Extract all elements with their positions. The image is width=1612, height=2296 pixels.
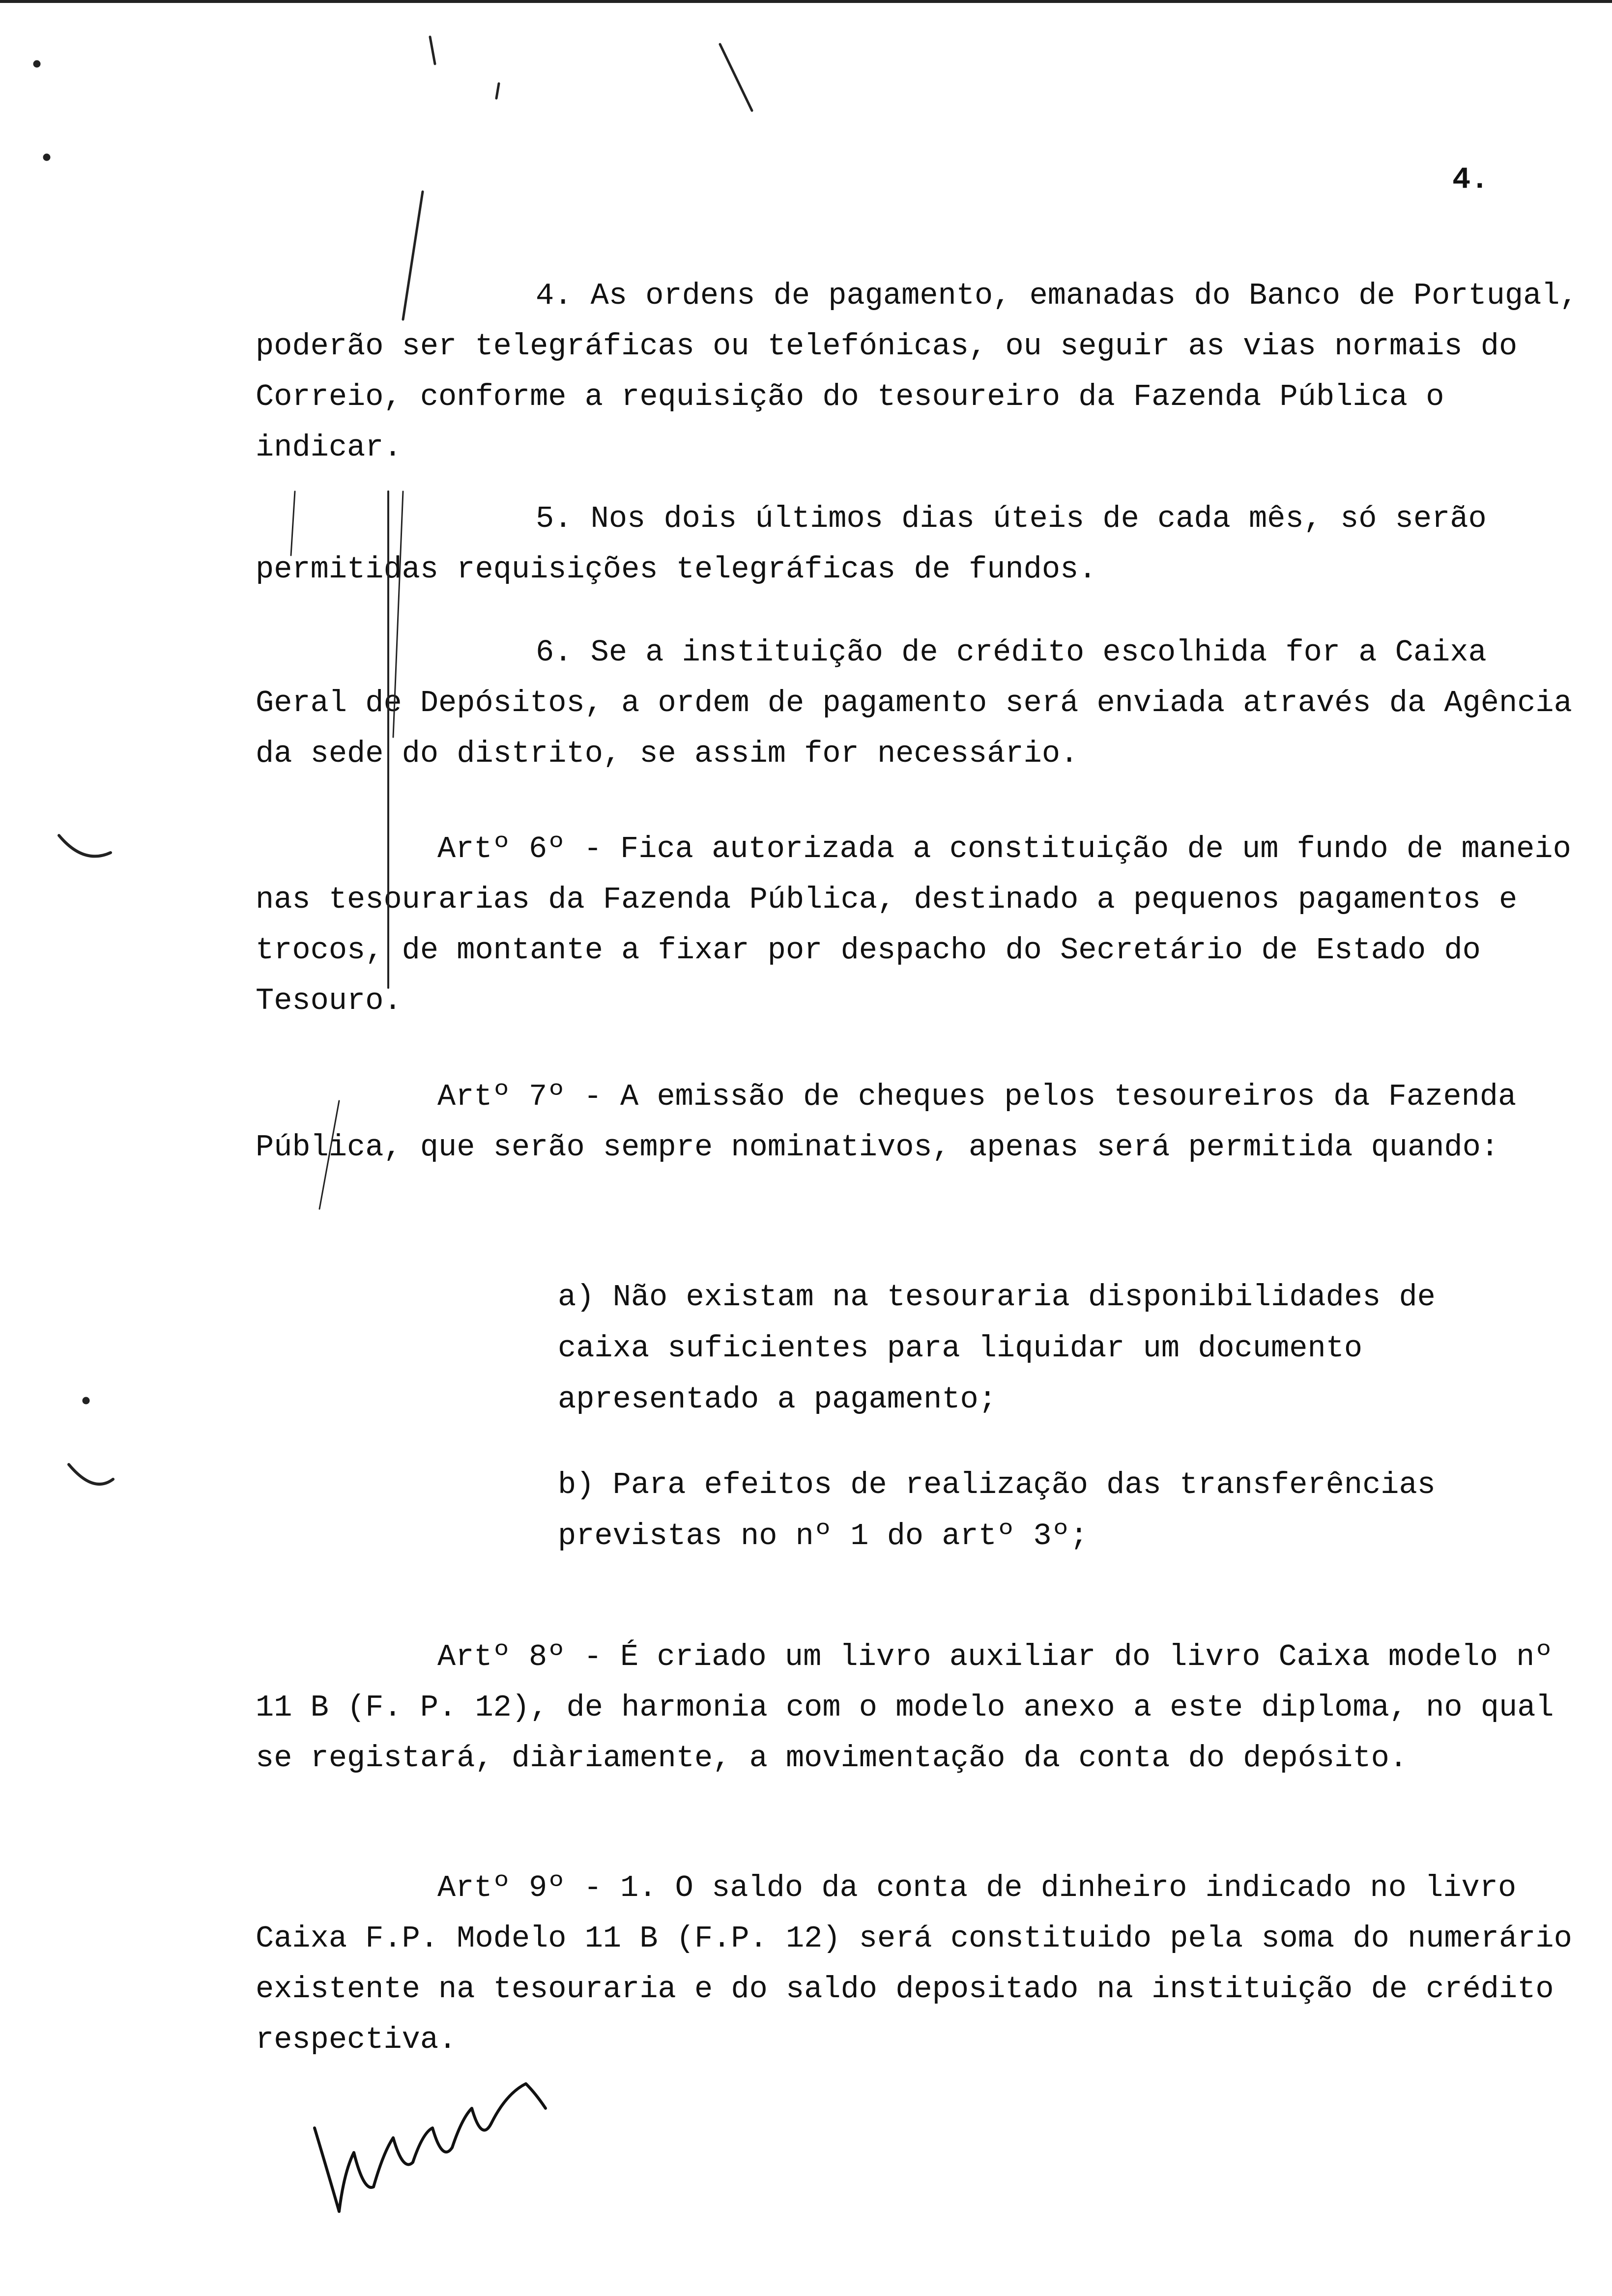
list-item-a: a) Não existam na tesouraria disponibilidades de caixa suficientes para liquidar um documento apresentado a pagamento; [558, 1280, 1436, 1417]
signature [300, 2064, 555, 2221]
margin-vertical-mark [319, 1101, 339, 1209]
dot-mark [34, 61, 39, 66]
article-7-text: Artº 7º - A emissão de cheques pelos tesoureiros da Fazenda Pública, que serão sempre nominativos, apenas será permitida quando: [256, 1079, 1517, 1165]
paragraph-5-text: 5. Nos dois últimos dias úteis de cada mês, só serão permitidas requisições telegráficas de fundos. [256, 501, 1487, 587]
dot-mark [84, 1398, 88, 1403]
margin-vertical-mark [403, 192, 423, 319]
article-6-text: Artº 6º - Fica autorizada a constituição de um fundo de maneio nas tesourarias da Fazenda Pública, destinado a pequenos pagamentos e trocos, de montante a fixar por despacho do Secretário de Estado do Tesouro. [256, 832, 1571, 1018]
paragraph-6-text: 6. Se a instituição de crédito escolhida for a Caixa Geral de Depósitos, a ordem de pagamento será enviada através da Agência da sede do distrito, se assim for necessário. [256, 635, 1572, 771]
article-8-text: Artº 8º - É criado um livro auxiliar do livro Caixa modelo nº 11 B (F. P. 12), de harmonia com o modelo anexo a este diploma, no qual se registará, diàriamente, a movimentação da conta do depósito. [256, 1639, 1554, 1776]
margin-vertical-mark [291, 491, 295, 555]
paragraph-4-text: 4. As ordens de pagamento, emanadas do Banco de Portugal, poderão ser telegráficas ou telefónicas, ou seguir as vias normais do Correio, conforme a requisição do tesoureiro da Fazenda Pública o indicar. [256, 278, 1578, 465]
curve-mark [69, 1464, 113, 1484]
curve-mark [59, 835, 111, 856]
pen-stroke-mark [720, 44, 752, 111]
article-9-text: Artº 9º - 1. O saldo da conta de dinheiro indicado no livro Caixa F.P. Modelo 11 B (F.P. 12) será constituido pela soma do numerário existente na tesouraria e do saldo depositado na instituição de crédito respectiva. [256, 1870, 1572, 2057]
pen-stroke-mark [430, 37, 435, 64]
dot-mark [44, 155, 49, 160]
margin-vertical-mark [393, 491, 403, 737]
list-item-b: b) Para efeitos de realização das transferências previstas no nº 1 do artº 3º; [558, 1467, 1436, 1553]
pen-stroke-mark [496, 84, 499, 98]
page-number: 4. [1452, 162, 1489, 197]
